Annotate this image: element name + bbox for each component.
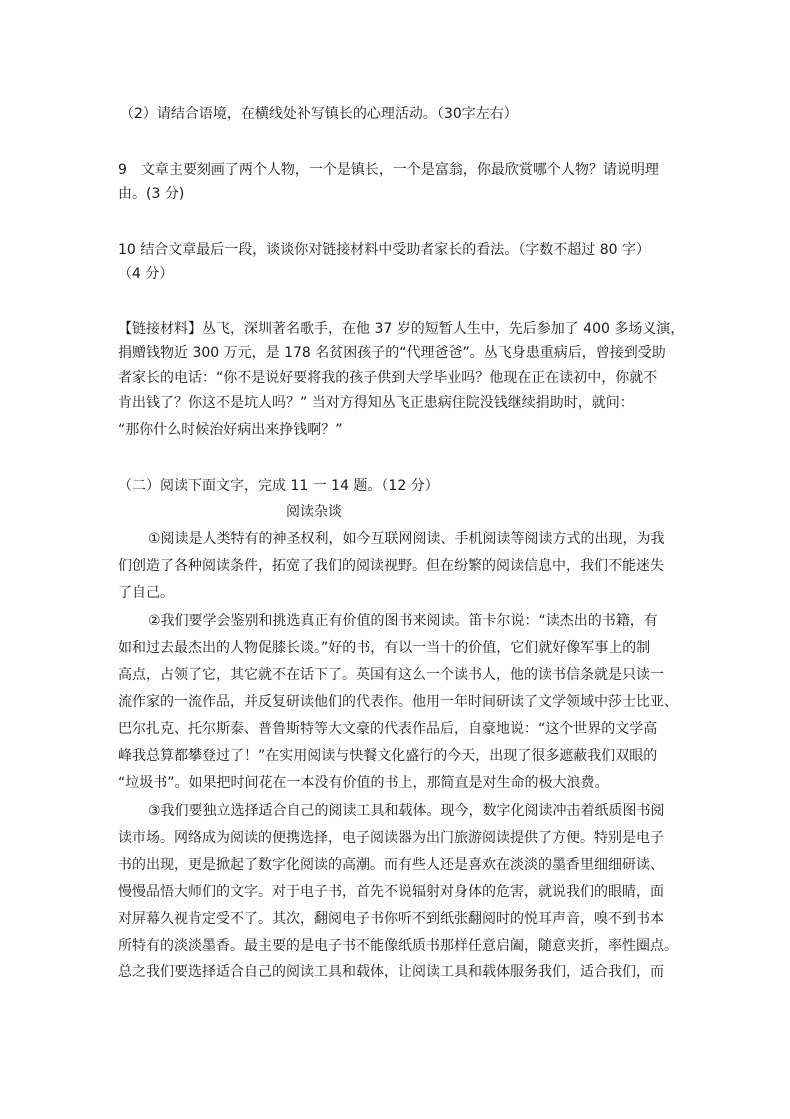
link-material-line-1: 【链接材料】丛飞，深圳著名歌手，在他 37 岁的短暂人生中，先后参加了 400 多场义演， bbox=[118, 321, 685, 337]
paragraph-3-line: 慢慢品悟大师们的文字。对于电子书，首先不说辐射对身体的危害，就说我们的眼睛，面 bbox=[118, 884, 664, 900]
question-10-line-1: 10 结合文章最后一段，谈谈你对链接材料中受助者家长的看法。（字数不超过 80 字） bbox=[118, 242, 650, 258]
question-10-line-2: （4 分） bbox=[118, 266, 174, 282]
link-material-line-2: 捐赠钱物近 300 万元，是 178 名贫困孩子的“代理爸爸”。丛飞身患重病后，曾接到受助 bbox=[118, 345, 666, 361]
paragraph-1-line: 了自己。 bbox=[118, 585, 174, 601]
question-9-line-1: 9 文章主要刻画了两个人物，一个是镇长，一个是富翁，你最欣赏哪个人物？请说明理 bbox=[118, 162, 659, 178]
question-8-2: （2）请结合语境，在横线处补写镇长的心理活动。（30字左右） bbox=[120, 106, 518, 122]
section-2-header: （二）阅读下面文字，完成 11 一 14 题。（12 分） bbox=[118, 478, 439, 494]
link-material-line-5: “那你什么时候治好病出来挣钱啊？” bbox=[118, 422, 343, 438]
paragraph-1-line: ①阅读是人类特有的神圣权利，如今互联网阅读、手机阅读等阅读方式的出现，为我 bbox=[148, 531, 665, 547]
link-material-line-3: 者家长的电话：“你不是说好要将我的孩子供到大学毕业吗？他现在正在读初中，你就不 bbox=[118, 370, 658, 386]
paragraph-3-line: 书的出现，更是掀起了数字化阅读的高潮。而有些人还是喜欢在淡淡的墨香里细细研读、 bbox=[118, 857, 664, 873]
paragraph-2-line: 如和过去最杰出的人物促膝长谈。”好的书，有以一当十的价值，它们就好像军事上的制 bbox=[118, 640, 651, 656]
paragraph-3-line: 总之我们要选择适合自己的阅读工具和载体，让阅读工具和载体服务我们，适合我们，而 bbox=[118, 964, 664, 980]
paragraph-2-line: “垃圾书”。如果把时间花在一本没有价值的书上，那简直是对生命的极大浪费。 bbox=[118, 775, 609, 791]
paragraph-2-line: 高点，占领了它，其它就不在话下了。英国有这么一个读书人，他的读书信条就是只读一 bbox=[118, 667, 664, 683]
paragraph-2-line: ②我们要学会鉴别和挑选真正有价值的图书来阅读。笛卡尔说：“读杰出的书籍，有 bbox=[148, 613, 658, 629]
paragraph-2-line: 峰我总算都攀登过了！”在实用阅读与快餐文化盛行的今天，出现了很多遮蔽我们双眼的 bbox=[118, 748, 658, 764]
paragraph-3-line: 对屏幕久视肯定受不了。其次，翻阅电子书你听不到纸张翻阅时的悦耳声音，嗅不到书本 bbox=[118, 911, 664, 927]
paragraph-3-line: 读市场。网络成为阅读的便携选择，电子阅读器为出门旅游阅读提供了方便。特别是电子 bbox=[118, 830, 664, 846]
link-material-line-4: 肯出钱了？你这不是坑人吗？” 当对方得知丛飞正患病住院没钱继续捐助时，就问： bbox=[118, 395, 634, 411]
question-9-line-2: 由。(3 分) bbox=[118, 186, 185, 202]
article-title: 阅读杂谈 bbox=[286, 504, 342, 520]
paragraph-1-line: 们创造了各种阅读条件，拓宽了我们的阅读视野。但在纷繁的阅读信息中，我们不能迷失 bbox=[118, 558, 664, 574]
paragraph-3-line: 所特有的淡淡墨香。最主要的是电子书不能像纸质书那样任意启阖，随意夹折，率性圈点。 bbox=[118, 938, 678, 954]
paragraph-3-line: ③我们要独立选择适合自己的阅读工具和载体。现今，数字化阅读冲击着纸质图书阅 bbox=[148, 803, 665, 819]
paragraph-2-line: 巴尔扎克、托尔斯泰、普鲁斯特等大文豪的代表作品后，自豪地说：“这个世界的文学高 bbox=[118, 721, 658, 737]
paragraph-2-line: 流作家的一流作品，并反复研读他们的代表作。他用一年时间研读了文学领域中莎士比亚、 bbox=[118, 694, 678, 710]
